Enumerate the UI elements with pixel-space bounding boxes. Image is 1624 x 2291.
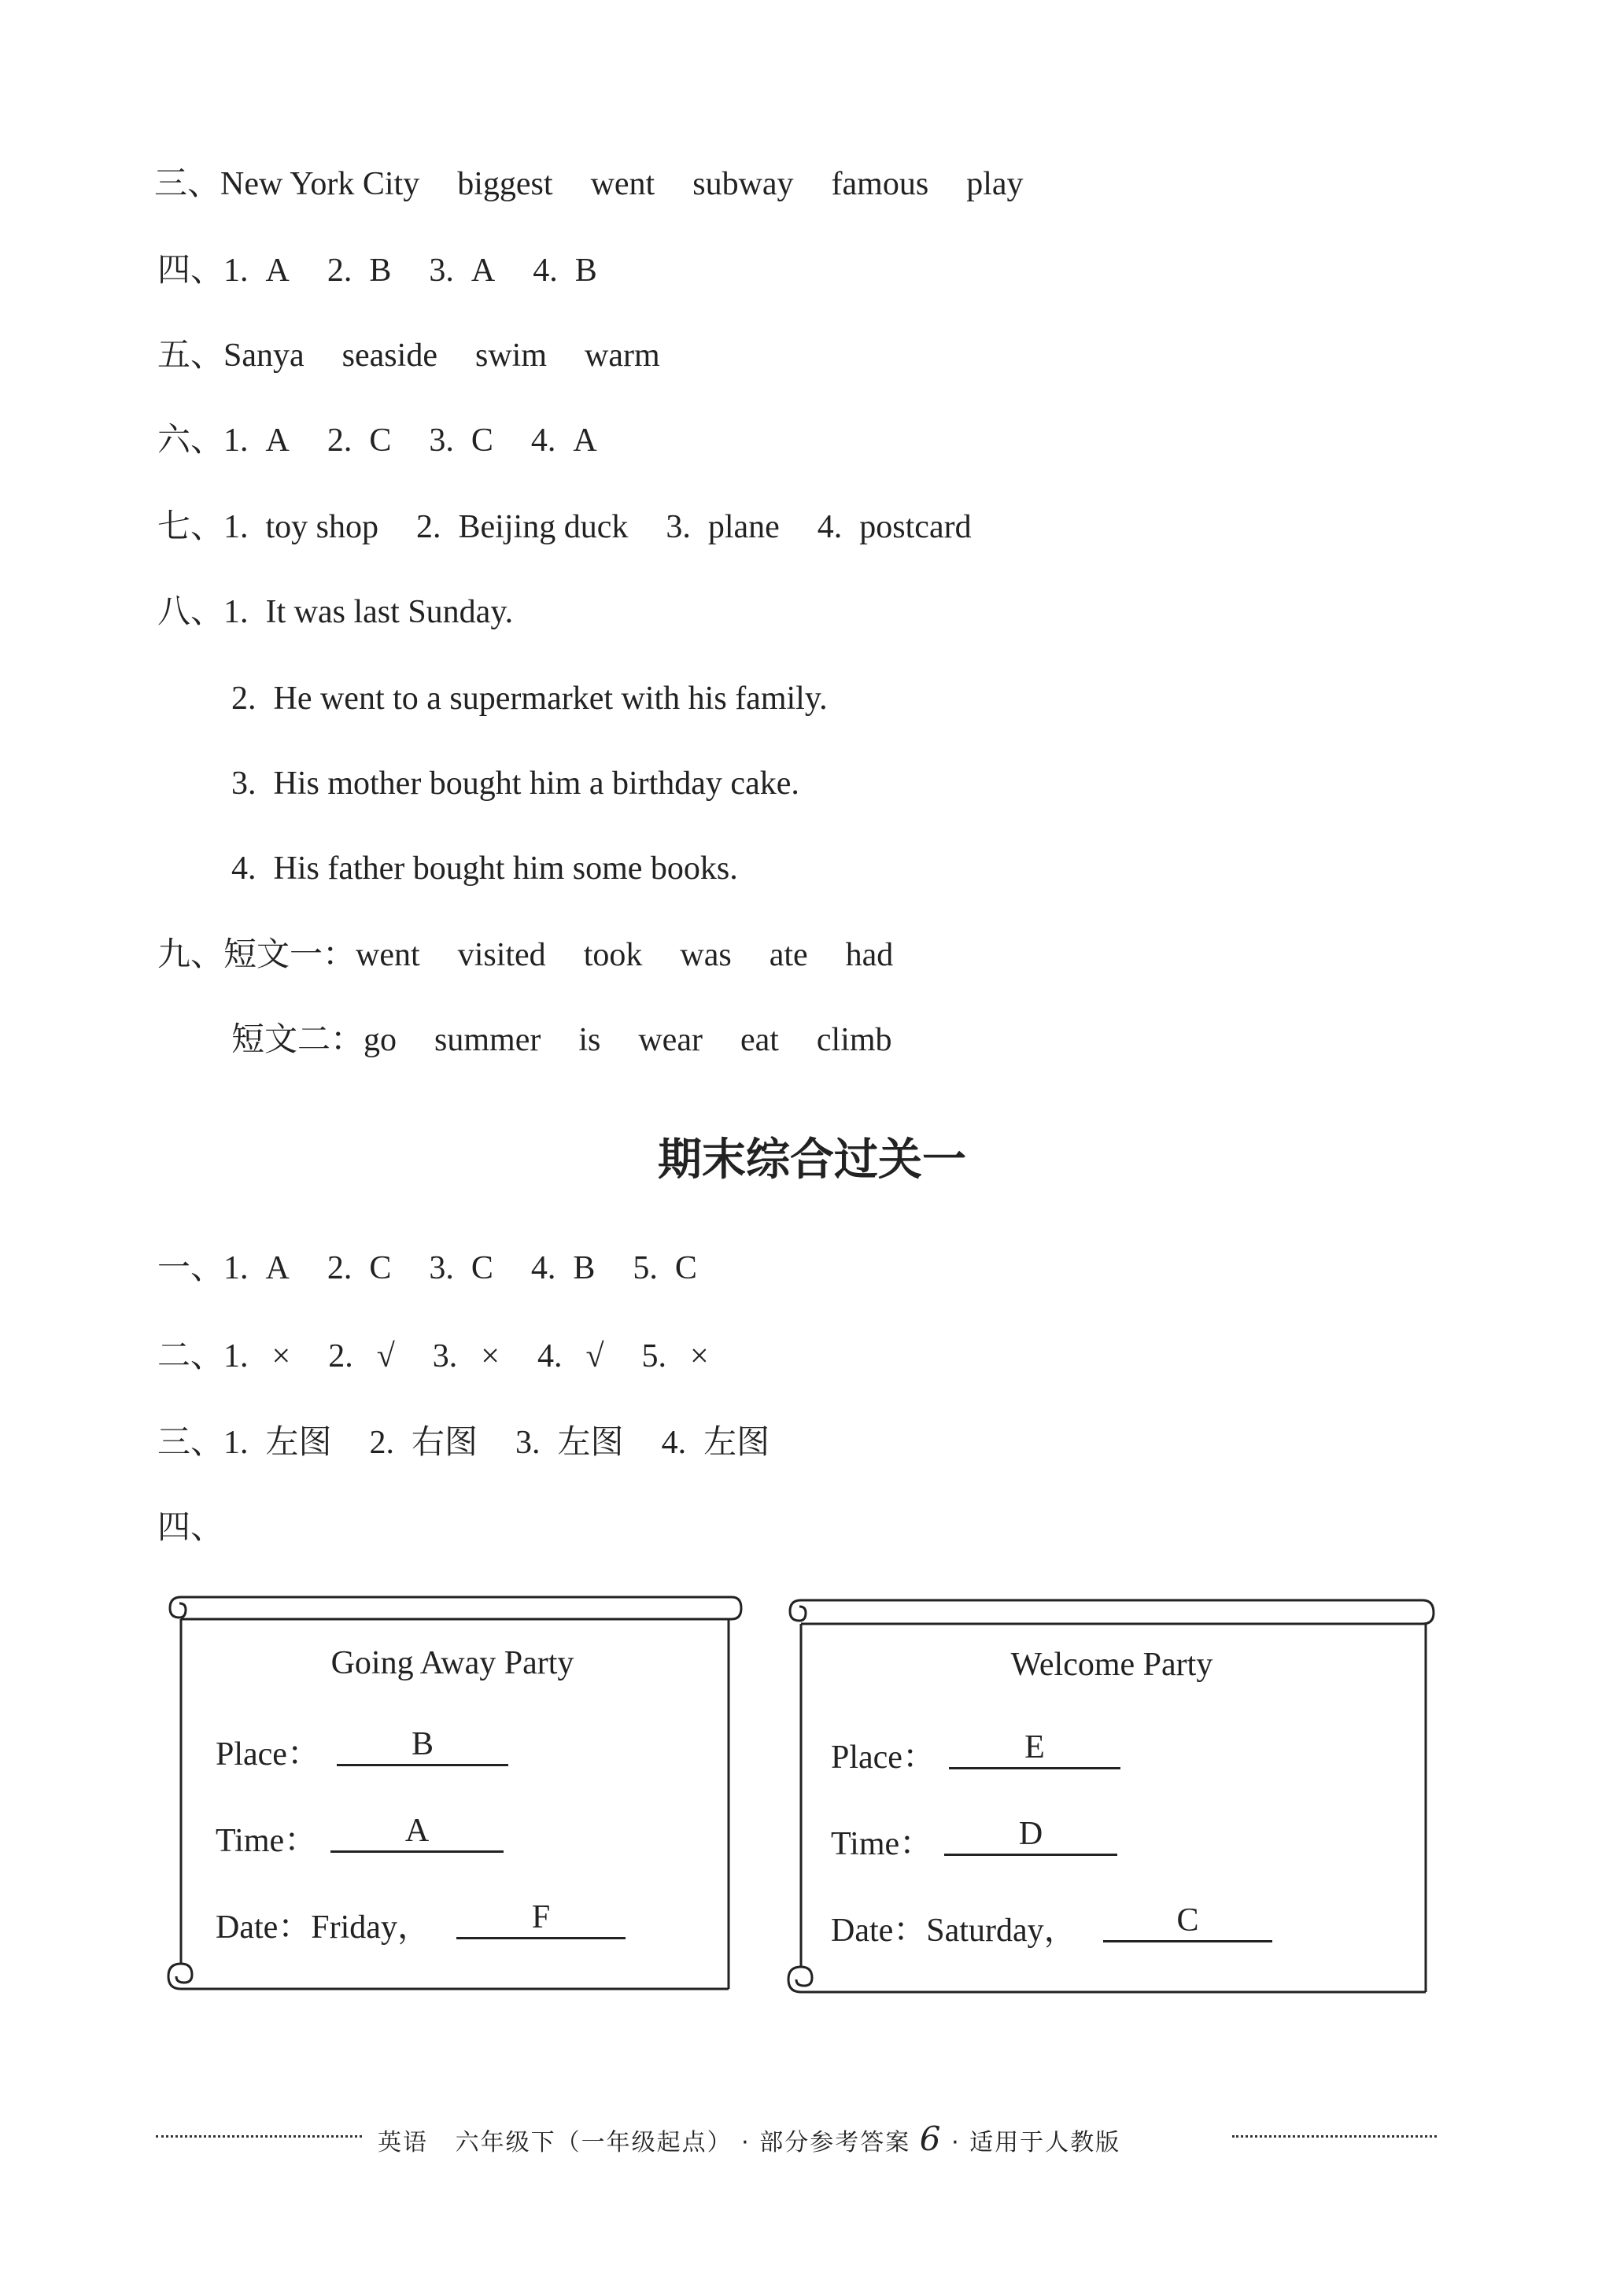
answer-item: play	[966, 166, 1024, 202]
section-label: 五、	[157, 338, 224, 374]
final-answer-line-2	[157, 1334, 709, 1378]
answer-item: A	[265, 1250, 290, 1286]
answer-item: C	[369, 1250, 392, 1286]
item-number: 4.	[530, 1250, 556, 1286]
answer-line-9-2	[231, 1018, 892, 1062]
footer-subject: 英语	[378, 2129, 428, 2156]
item-number: 2.	[327, 422, 352, 459]
answer-item: wear	[638, 1022, 703, 1058]
answer-item: 右图	[412, 1425, 478, 1461]
final-answer-line-3	[157, 1421, 770, 1465]
answer-item: postcard	[859, 509, 972, 545]
footer-grade: 六年级下（一年级起点）	[455, 2129, 733, 2156]
answer-item: ×	[271, 1338, 291, 1374]
party-card-going-away	[157, 1586, 747, 2003]
card-title: Welcome Party	[1010, 1647, 1213, 1683]
answer-item: New York City	[220, 166, 420, 202]
answer-item: A	[573, 422, 597, 459]
answer-item: seaside	[341, 338, 437, 374]
item-number: 5.	[633, 1250, 658, 1286]
item-number: 3.	[666, 509, 691, 545]
date-label-text: Date：	[831, 1913, 927, 1949]
answer-item: A	[471, 253, 496, 289]
item-number: 1.	[223, 1338, 249, 1374]
answer-sentence: He went to a supermarket with his family.	[273, 681, 828, 717]
answer-line-8-1	[157, 590, 513, 634]
item-number: 2.	[231, 681, 257, 717]
section-label: 六、	[157, 422, 224, 459]
item-number: 3.	[231, 766, 257, 802]
answer-item: eat	[740, 1022, 779, 1058]
answer-item: C	[674, 1250, 697, 1286]
answer-item: climb	[816, 1022, 892, 1058]
date-answer: F	[456, 1898, 626, 1939]
item-number: 4.	[661, 1425, 687, 1461]
time-label: Time：	[831, 1826, 933, 1862]
answer-item: swim	[474, 338, 547, 374]
footer-text	[378, 2119, 1120, 2158]
section-label: 七、	[157, 509, 224, 545]
answer-item: go	[364, 1022, 397, 1058]
section-label: 四、	[157, 253, 224, 289]
answer-item: ×	[481, 1338, 500, 1374]
item-number: 2.	[327, 1250, 352, 1286]
footer-divider-right	[1232, 2135, 1437, 2138]
answer-line-7	[157, 505, 972, 549]
answer-item: C	[471, 1250, 493, 1286]
time-answer: A	[330, 1811, 504, 1853]
answer-item: had	[845, 937, 894, 973]
passage-label: 短文二：	[231, 1022, 364, 1058]
answer-item: A	[265, 422, 290, 459]
time-answer: D	[944, 1814, 1117, 1856]
answer-line-4	[157, 249, 597, 293]
answer-item: Sanya	[223, 338, 304, 374]
answer-item: 左图	[265, 1425, 332, 1461]
passage-label: 短文一：	[223, 937, 356, 973]
item-number: 1.	[223, 594, 249, 630]
answer-item: √	[376, 1338, 395, 1374]
item-number: 3.	[432, 1338, 458, 1374]
date-label-text: Date：	[216, 1909, 312, 1946]
place-label: Place：	[216, 1736, 320, 1773]
item-number: 4.	[533, 253, 558, 289]
section-label: 二、	[157, 1338, 224, 1374]
answer-item: 左图	[703, 1425, 770, 1461]
place-label: Place：	[831, 1739, 936, 1776]
section-label: 四、	[157, 1510, 224, 1546]
time-label: Time：	[216, 1823, 318, 1859]
item-number: 5.	[641, 1338, 667, 1374]
final-answer-line-1	[157, 1246, 697, 1290]
answer-sentence: His father bought him some books.	[273, 850, 738, 887]
item-number: 4.	[530, 422, 556, 459]
place-answer: B	[337, 1725, 508, 1766]
item-number: 4.	[537, 1338, 563, 1374]
answer-item: B	[369, 253, 392, 289]
page-number: 6	[919, 2119, 943, 2158]
answer-item: went	[590, 166, 655, 202]
answer-line-5	[157, 334, 660, 378]
answer-item: toy shop	[265, 509, 379, 545]
item-number: 3.	[515, 1425, 541, 1461]
answer-item: Beijing duck	[458, 509, 629, 545]
answer-item: plane	[707, 509, 780, 545]
party-card-welcome	[777, 1589, 1446, 2006]
place-answer: E	[949, 1728, 1120, 1769]
answer-item: subway	[692, 166, 794, 202]
section-label: 九、	[157, 937, 224, 973]
answer-item: biggest	[457, 166, 553, 202]
answer-line-9-1	[157, 933, 893, 977]
answer-item: 左图	[557, 1425, 624, 1461]
answer-sentence: It was last Sunday.	[265, 594, 514, 630]
answer-line-8-3	[231, 762, 799, 806]
card-title: Going Away Party	[330, 1645, 574, 1681]
answer-item: C	[471, 422, 493, 459]
answer-item: famous	[831, 166, 929, 202]
item-number: 4.	[817, 509, 843, 545]
answer-line-6	[157, 419, 597, 463]
item-number: 1.	[223, 253, 249, 289]
item-number: 2.	[416, 509, 441, 545]
section-label: 三、	[157, 1425, 224, 1461]
page-footer	[0, 2116, 1624, 2156]
answer-item: A	[265, 253, 290, 289]
answer-item: took	[583, 937, 643, 973]
answer-item: B	[573, 1250, 596, 1286]
answer-line-3	[154, 162, 1024, 206]
section-label: 一、	[157, 1250, 224, 1286]
item-number: 1.	[223, 1250, 249, 1286]
answer-line-8-4	[231, 847, 738, 891]
item-number: 3.	[429, 253, 454, 289]
item-number: 3.	[429, 422, 454, 459]
footer-divider-left	[156, 2135, 362, 2138]
footer-section: · 部分参考答案	[741, 2129, 911, 2156]
item-number: 1.	[223, 509, 249, 545]
item-number: 1.	[223, 1425, 249, 1461]
answer-item: √	[585, 1338, 604, 1374]
answer-item: B	[574, 253, 597, 289]
date-prefix: Saturday，	[926, 1913, 1077, 1949]
section-label: 三、	[154, 166, 221, 202]
footer-edition: · 适用于人教版	[951, 2129, 1121, 2156]
item-number: 2.	[328, 1338, 353, 1374]
section-label: 八、	[157, 594, 224, 630]
answer-item: was	[680, 937, 732, 973]
item-number: 4.	[231, 850, 257, 887]
answer-item: summer	[434, 1022, 541, 1058]
answer-item: warm	[584, 338, 660, 374]
date-label	[216, 1901, 430, 1948]
date-prefix: Friday，	[311, 1909, 430, 1946]
item-number: 2.	[369, 1425, 395, 1461]
answer-item: C	[369, 422, 392, 459]
answer-item: ×	[690, 1338, 709, 1374]
answer-sentence: His mother bought him a birthday cake.	[273, 766, 799, 802]
item-number: 3.	[429, 1250, 454, 1286]
final-answer-line-4	[157, 1506, 223, 1550]
section-title: 期末综合过关一	[658, 1134, 966, 1186]
item-number: 1.	[223, 422, 249, 459]
item-number: 2.	[327, 253, 352, 289]
answer-line-8-2	[231, 677, 828, 721]
answer-item: is	[578, 1022, 601, 1058]
answer-item: ate	[769, 937, 808, 973]
answer-item: went	[356, 937, 420, 973]
answer-item: visited	[457, 937, 546, 973]
date-label	[831, 1904, 1077, 1951]
date-answer: C	[1103, 1901, 1272, 1942]
